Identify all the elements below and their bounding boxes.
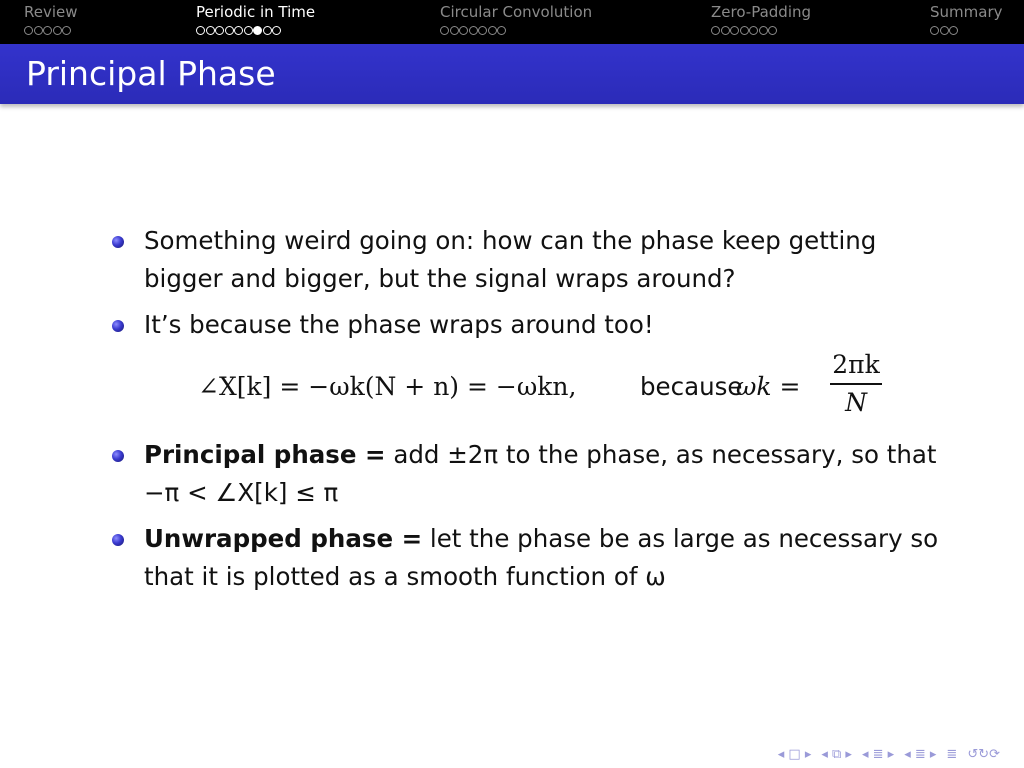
- slide-content: [108, 222, 948, 596]
- nav-section-dots[interactable]: [440, 23, 592, 37]
- bullet-item: [108, 436, 948, 512]
- frame-dot[interactable]: [711, 26, 720, 35]
- bullet-item: [108, 222, 948, 298]
- frame-dot[interactable]: [940, 26, 949, 35]
- current-frame-dot[interactable]: [253, 26, 262, 35]
- nav-search-back-forward-icon[interactable]: ↺↻⟳: [967, 747, 1000, 762]
- nav-subsection-icon[interactable]: ◂ ⧉ ▸: [821, 747, 852, 762]
- display-equation: [108, 348, 948, 430]
- nav-section-title[interactable]: Review: [24, 3, 78, 21]
- nav-frame-icon[interactable]: ◂ □ ▸: [777, 747, 812, 762]
- equation-fraction: [826, 348, 886, 420]
- frame-dot[interactable]: [24, 26, 33, 35]
- frame-dot[interactable]: [272, 26, 281, 35]
- frame-dot[interactable]: [721, 26, 730, 35]
- frame-dot[interactable]: [440, 26, 449, 35]
- bullet-text: add ±2π to the phase, as necessary, so that −π < ∠X[k] ≤ π: [144, 440, 937, 507]
- nav-section-dots[interactable]: [930, 23, 1003, 37]
- frame-title-bar: [0, 44, 1024, 104]
- nav-section-periodic-in-time[interactable]: [196, 2, 315, 37]
- bullet-item: [108, 306, 948, 344]
- frame-dot[interactable]: [225, 26, 234, 35]
- frame-dot[interactable]: [215, 26, 224, 35]
- frame-dot[interactable]: [62, 26, 71, 35]
- nav-appendix-icon[interactable]: ≣: [946, 747, 958, 762]
- nav-section-title[interactable]: Circular Convolution: [440, 3, 593, 21]
- nav-section-review[interactable]: [24, 2, 78, 37]
- nav-section-dots[interactable]: [711, 23, 811, 37]
- bullet-item: [108, 520, 948, 596]
- fraction-bar: [830, 383, 882, 385]
- frame-dot[interactable]: [749, 26, 758, 35]
- frame-dot[interactable]: [234, 26, 243, 35]
- nav-section-dots[interactable]: [24, 23, 78, 37]
- nav-section-title[interactable]: Summary: [930, 3, 1003, 21]
- bullet-icon: [112, 236, 124, 248]
- frame-dot[interactable]: [759, 26, 768, 35]
- bullet-icon: [112, 450, 124, 462]
- bullet-text: let the phase be as large as necessary so that it is plotted as a smooth function of ω: [144, 524, 939, 591]
- fraction-denominator: N: [845, 387, 867, 417]
- nav-document-icon[interactable]: ◂ ≣ ▸: [904, 747, 937, 762]
- frame-dot[interactable]: [34, 26, 43, 35]
- fraction-numerator: 2πk: [832, 350, 880, 379]
- frame-dot[interactable]: [730, 26, 739, 35]
- frame-dot[interactable]: [478, 26, 487, 35]
- nav-section-summary[interactable]: [930, 2, 1003, 37]
- nav-section-zero-padding[interactable]: [711, 2, 811, 37]
- section-navigation-bar: [0, 0, 1024, 44]
- nav-section-circular-convolution[interactable]: [440, 2, 592, 37]
- frame-dot[interactable]: [263, 26, 272, 35]
- frame-dot[interactable]: [206, 26, 215, 35]
- frame-dot[interactable]: [53, 26, 62, 35]
- beamer-navigation-symbols: [778, 747, 1000, 762]
- nav-section-dots[interactable]: [196, 23, 315, 37]
- frame-dot[interactable]: [459, 26, 468, 35]
- frame-dot[interactable]: [930, 26, 939, 35]
- frame-dot[interactable]: [497, 26, 506, 35]
- frame-dot[interactable]: [740, 26, 749, 35]
- equation-omega-k: ωk =: [736, 372, 801, 401]
- frame-title: Principal Phase: [26, 54, 276, 93]
- bullet-icon: [112, 320, 124, 332]
- bullet-icon: [112, 534, 124, 546]
- bullet-text: It’s because the phase wraps around too!: [144, 310, 654, 339]
- nav-section-title[interactable]: Periodic in Time: [196, 3, 316, 21]
- nav-section-title[interactable]: Zero-Padding: [711, 3, 812, 21]
- equation-because-text: because: [640, 372, 743, 401]
- bullet-term: Unwrapped phase =: [144, 524, 423, 553]
- bullet-term: Principal phase =: [144, 440, 386, 469]
- frame-dot[interactable]: [768, 26, 777, 35]
- bullet-text: Something weird going on: how can the phase keep getting bigger and bigger, but the signal wraps around?: [144, 226, 877, 293]
- frame-dot[interactable]: [244, 26, 253, 35]
- frame-dot[interactable]: [196, 26, 205, 35]
- frame-dot[interactable]: [43, 26, 52, 35]
- nav-section-icon[interactable]: ◂ ≣ ▸: [861, 747, 895, 762]
- frame-dot[interactable]: [949, 26, 958, 35]
- frame-dot[interactable]: [450, 26, 459, 35]
- equation-phase: ∠X[k] = −ωk(N + n) = −ωkn,: [198, 372, 577, 401]
- frame-dot[interactable]: [469, 26, 478, 35]
- frame-dot[interactable]: [488, 26, 497, 35]
